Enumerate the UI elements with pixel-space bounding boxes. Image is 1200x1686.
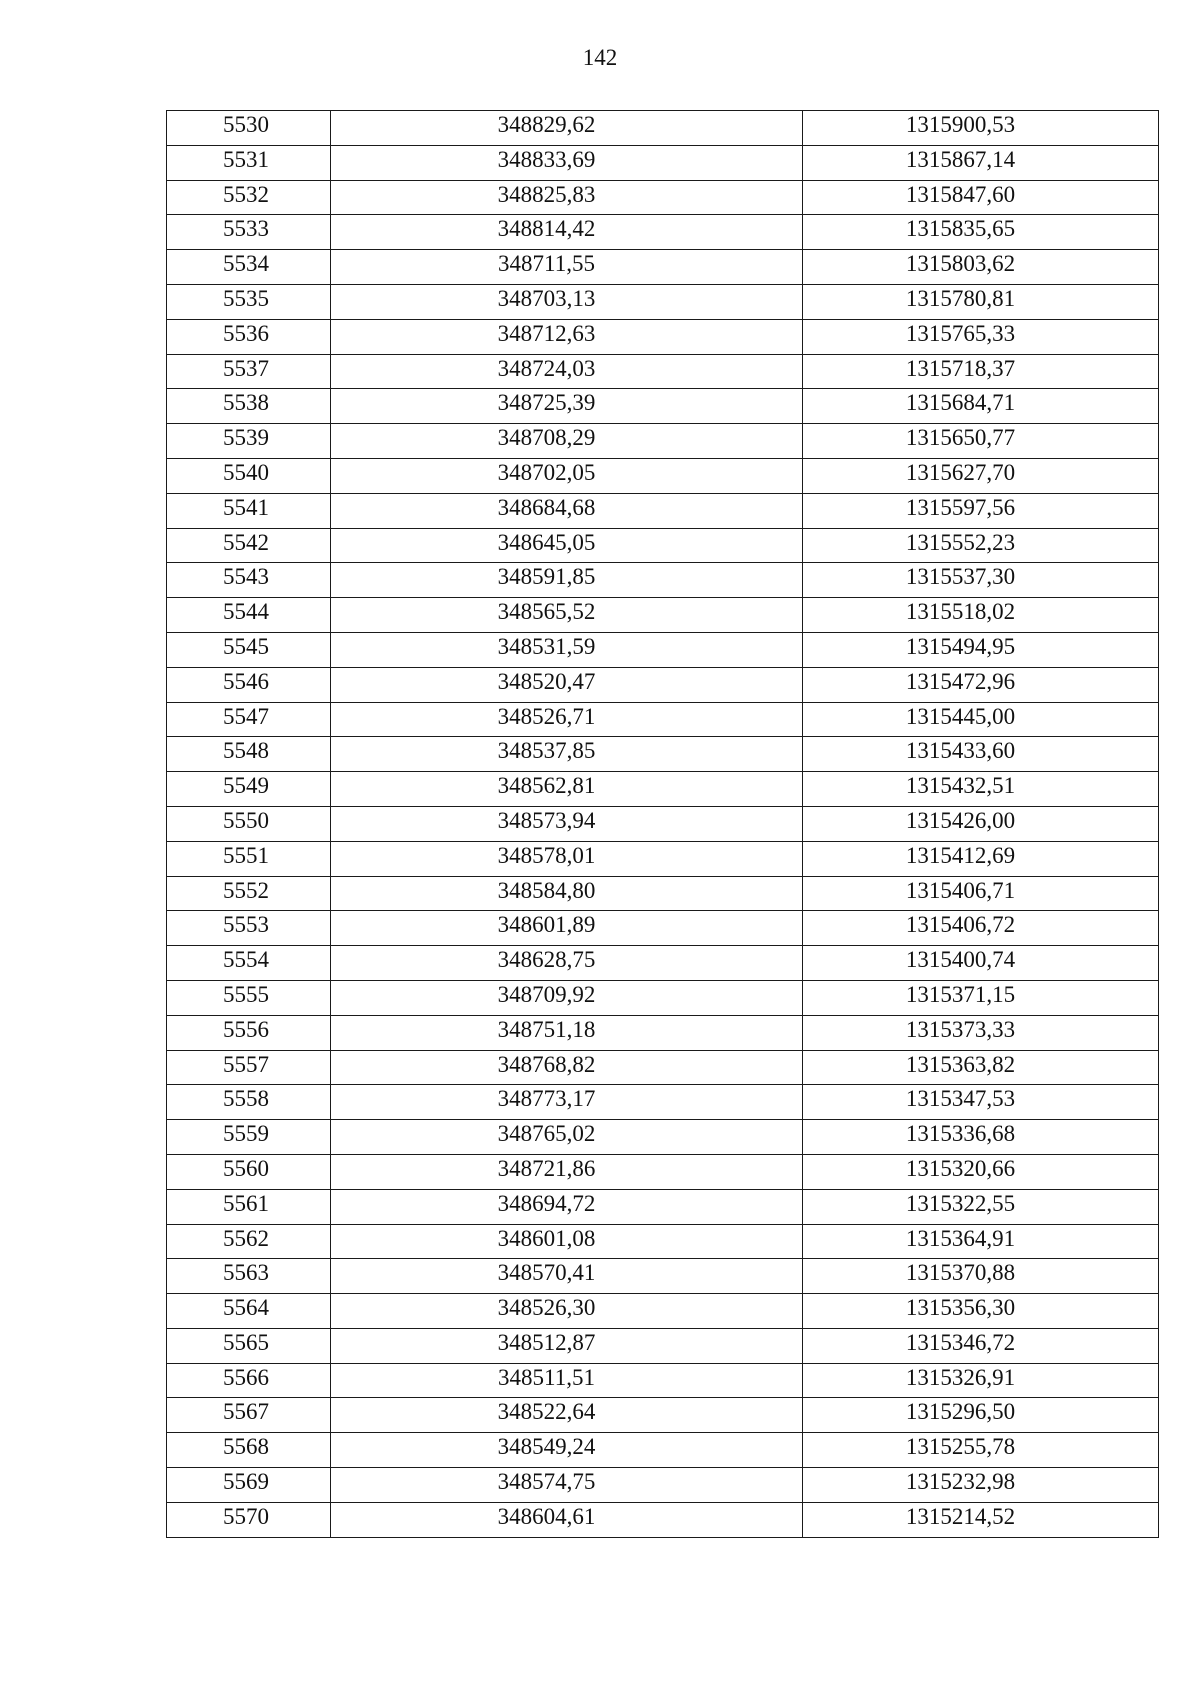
point-number-cell: 5530	[167, 111, 331, 146]
y-coordinate-cell: 1315373,33	[803, 1015, 1159, 1050]
x-coordinate-cell: 348531,59	[331, 632, 803, 667]
y-coordinate-cell: 1315346,72	[803, 1328, 1159, 1363]
y-coordinate-cell: 1315433,60	[803, 737, 1159, 772]
table-row	[167, 458, 1159, 493]
x-coordinate-cell: 348601,08	[331, 1224, 803, 1259]
x-coordinate-cell: 348565,52	[331, 598, 803, 633]
table-row	[167, 632, 1159, 667]
x-coordinate-cell: 348684,68	[331, 493, 803, 528]
point-number-cell: 5569	[167, 1468, 331, 1503]
y-coordinate-cell: 1315406,72	[803, 911, 1159, 946]
point-number-cell: 5557	[167, 1050, 331, 1085]
y-coordinate-cell: 1315803,62	[803, 250, 1159, 285]
y-coordinate-cell: 1315356,30	[803, 1294, 1159, 1329]
x-coordinate-cell: 348511,51	[331, 1363, 803, 1398]
point-number-cell: 5546	[167, 667, 331, 702]
point-number-cell: 5565	[167, 1328, 331, 1363]
y-coordinate-cell: 1315400,74	[803, 946, 1159, 981]
table-row	[167, 1085, 1159, 1120]
table-row	[167, 1224, 1159, 1259]
point-number-cell: 5544	[167, 598, 331, 633]
x-coordinate-cell: 348724,03	[331, 354, 803, 389]
point-number-cell: 5536	[167, 319, 331, 354]
x-coordinate-cell: 348601,89	[331, 911, 803, 946]
table-row	[167, 598, 1159, 633]
table-row	[167, 528, 1159, 563]
table-row	[167, 946, 1159, 981]
x-coordinate-cell: 348574,75	[331, 1468, 803, 1503]
y-coordinate-cell: 1315847,60	[803, 180, 1159, 215]
x-coordinate-cell: 348825,83	[331, 180, 803, 215]
page-number: 142	[582, 45, 618, 70]
point-number-cell: 5552	[167, 876, 331, 911]
point-number-cell: 5532	[167, 180, 331, 215]
table-row	[167, 876, 1159, 911]
x-coordinate-cell: 348833,69	[331, 145, 803, 180]
x-coordinate-cell: 348522,64	[331, 1398, 803, 1433]
table-row	[167, 180, 1159, 215]
y-coordinate-cell: 1315232,98	[803, 1468, 1159, 1503]
y-coordinate-cell: 1315627,70	[803, 458, 1159, 493]
y-coordinate-cell: 1315900,53	[803, 111, 1159, 146]
table-row	[167, 1154, 1159, 1189]
point-number-cell: 5568	[167, 1433, 331, 1468]
table-row	[167, 563, 1159, 598]
y-coordinate-cell: 1315371,15	[803, 980, 1159, 1015]
point-number-cell: 5540	[167, 458, 331, 493]
y-coordinate-cell: 1315835,65	[803, 215, 1159, 250]
x-coordinate-cell: 348573,94	[331, 806, 803, 841]
x-coordinate-cell: 348768,82	[331, 1050, 803, 1085]
point-number-cell: 5566	[167, 1363, 331, 1398]
x-coordinate-cell: 348520,47	[331, 667, 803, 702]
table-row	[167, 1259, 1159, 1294]
point-number-cell: 5563	[167, 1259, 331, 1294]
x-coordinate-cell: 348725,39	[331, 389, 803, 424]
x-coordinate-cell: 348537,85	[331, 737, 803, 772]
y-coordinate-cell: 1315364,91	[803, 1224, 1159, 1259]
point-number-cell: 5560	[167, 1154, 331, 1189]
table-row	[167, 389, 1159, 424]
table-row	[167, 702, 1159, 737]
x-coordinate-cell: 348702,05	[331, 458, 803, 493]
x-coordinate-cell: 348751,18	[331, 1015, 803, 1050]
point-number-cell: 5543	[167, 563, 331, 598]
y-coordinate-cell: 1315718,37	[803, 354, 1159, 389]
table-row	[167, 111, 1159, 146]
table-row	[167, 667, 1159, 702]
table-row	[167, 424, 1159, 459]
point-number-cell: 5554	[167, 946, 331, 981]
table-row	[167, 772, 1159, 807]
y-coordinate-cell: 1315445,00	[803, 702, 1159, 737]
y-coordinate-cell: 1315322,55	[803, 1189, 1159, 1224]
x-coordinate-cell: 348765,02	[331, 1120, 803, 1155]
y-coordinate-cell: 1315518,02	[803, 598, 1159, 633]
x-coordinate-cell: 348604,61	[331, 1502, 803, 1537]
table-row	[167, 1328, 1159, 1363]
x-coordinate-cell: 348645,05	[331, 528, 803, 563]
table-row	[167, 1398, 1159, 1433]
x-coordinate-cell: 348711,55	[331, 250, 803, 285]
y-coordinate-cell: 1315370,88	[803, 1259, 1159, 1294]
table-row	[167, 1015, 1159, 1050]
table-row	[167, 1502, 1159, 1537]
y-coordinate-cell: 1315780,81	[803, 284, 1159, 319]
x-coordinate-cell: 348526,30	[331, 1294, 803, 1329]
point-number-cell: 5542	[167, 528, 331, 563]
x-coordinate-cell: 348712,63	[331, 319, 803, 354]
x-coordinate-cell: 348584,80	[331, 876, 803, 911]
x-coordinate-cell: 348578,01	[331, 841, 803, 876]
point-number-cell: 5553	[167, 911, 331, 946]
table-row	[167, 250, 1159, 285]
x-coordinate-cell: 348829,62	[331, 111, 803, 146]
table-row	[167, 1120, 1159, 1155]
y-coordinate-cell: 1315472,96	[803, 667, 1159, 702]
point-number-cell: 5570	[167, 1502, 331, 1537]
table-row	[167, 911, 1159, 946]
y-coordinate-cell: 1315537,30	[803, 563, 1159, 598]
y-coordinate-cell: 1315412,69	[803, 841, 1159, 876]
table-row	[167, 215, 1159, 250]
y-coordinate-cell: 1315765,33	[803, 319, 1159, 354]
y-coordinate-cell: 1315597,56	[803, 493, 1159, 528]
point-number-cell: 5533	[167, 215, 331, 250]
x-coordinate-cell: 348512,87	[331, 1328, 803, 1363]
y-coordinate-cell: 1315406,71	[803, 876, 1159, 911]
x-coordinate-cell: 348591,85	[331, 563, 803, 598]
table-row	[167, 737, 1159, 772]
table-row	[167, 1468, 1159, 1503]
point-number-cell: 5539	[167, 424, 331, 459]
x-coordinate-cell: 348708,29	[331, 424, 803, 459]
y-coordinate-cell: 1315494,95	[803, 632, 1159, 667]
table-row	[167, 1189, 1159, 1224]
point-number-cell: 5538	[167, 389, 331, 424]
table-row	[167, 841, 1159, 876]
table-row	[167, 1050, 1159, 1085]
y-coordinate-cell: 1315326,91	[803, 1363, 1159, 1398]
table-row	[167, 145, 1159, 180]
table-row	[167, 354, 1159, 389]
x-coordinate-cell: 348721,86	[331, 1154, 803, 1189]
x-coordinate-cell: 348549,24	[331, 1433, 803, 1468]
x-coordinate-cell: 348814,42	[331, 215, 803, 250]
x-coordinate-cell: 348628,75	[331, 946, 803, 981]
x-coordinate-cell: 348562,81	[331, 772, 803, 807]
point-number-cell: 5531	[167, 145, 331, 180]
point-number-cell: 5550	[167, 806, 331, 841]
x-coordinate-cell: 348709,92	[331, 980, 803, 1015]
point-number-cell: 5537	[167, 354, 331, 389]
point-number-cell: 5556	[167, 1015, 331, 1050]
table-row	[167, 319, 1159, 354]
y-coordinate-cell: 1315432,51	[803, 772, 1159, 807]
point-number-cell: 5547	[167, 702, 331, 737]
point-number-cell: 5561	[167, 1189, 331, 1224]
point-number-cell: 5534	[167, 250, 331, 285]
point-number-cell: 5545	[167, 632, 331, 667]
y-coordinate-cell: 1315214,52	[803, 1502, 1159, 1537]
table-row	[167, 1433, 1159, 1468]
x-coordinate-cell: 348526,71	[331, 702, 803, 737]
table-row	[167, 1363, 1159, 1398]
x-coordinate-cell: 348773,17	[331, 1085, 803, 1120]
point-number-cell: 5567	[167, 1398, 331, 1433]
point-number-cell: 5551	[167, 841, 331, 876]
point-number-cell: 5555	[167, 980, 331, 1015]
x-coordinate-cell: 348703,13	[331, 284, 803, 319]
y-coordinate-cell: 1315255,78	[803, 1433, 1159, 1468]
point-number-cell: 5548	[167, 737, 331, 772]
table-row	[167, 1294, 1159, 1329]
table-row	[167, 980, 1159, 1015]
point-number-cell: 5541	[167, 493, 331, 528]
y-coordinate-cell: 1315336,68	[803, 1120, 1159, 1155]
coordinates-table	[166, 110, 1159, 1538]
point-number-cell: 5564	[167, 1294, 331, 1329]
point-number-cell: 5559	[167, 1120, 331, 1155]
x-coordinate-cell: 348570,41	[331, 1259, 803, 1294]
point-number-cell: 5549	[167, 772, 331, 807]
y-coordinate-cell: 1315684,71	[803, 389, 1159, 424]
table-row	[167, 493, 1159, 528]
y-coordinate-cell: 1315867,14	[803, 145, 1159, 180]
point-number-cell: 5535	[167, 284, 331, 319]
y-coordinate-cell: 1315347,53	[803, 1085, 1159, 1120]
y-coordinate-cell: 1315363,82	[803, 1050, 1159, 1085]
x-coordinate-cell: 348694,72	[331, 1189, 803, 1224]
table-row	[167, 806, 1159, 841]
table-row	[167, 284, 1159, 319]
point-number-cell: 5562	[167, 1224, 331, 1259]
y-coordinate-cell: 1315320,66	[803, 1154, 1159, 1189]
y-coordinate-cell: 1315296,50	[803, 1398, 1159, 1433]
coordinates-table-body	[167, 111, 1159, 1538]
y-coordinate-cell: 1315552,23	[803, 528, 1159, 563]
y-coordinate-cell: 1315650,77	[803, 424, 1159, 459]
point-number-cell: 5558	[167, 1085, 331, 1120]
y-coordinate-cell: 1315426,00	[803, 806, 1159, 841]
